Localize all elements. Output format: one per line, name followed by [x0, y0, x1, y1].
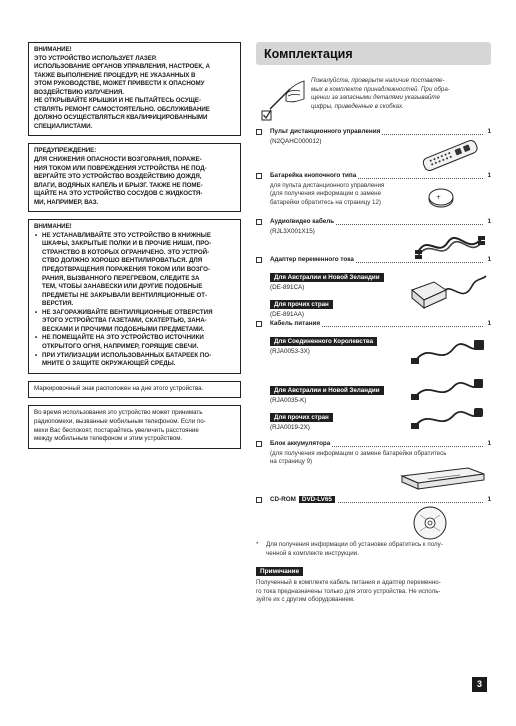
fire-warning-line: ДЛЯ СНИЖЕНИЯ ОПАСНОСТИ ВОЗГОРАНИЯ, ПОРАЖЕ- [34, 156, 202, 164]
fire-warning-line: ВЛАГИ, ВОДЯНЫХ КАПЕЛЬ И БРЫЗГ. ТАКЖЕ НЕ ПОМЕ- [34, 181, 203, 189]
warning-line: • ПРИ УТИЛИЗАЦИИ ИСПОЛЬЗОВАННЫХ БАТАРЕЕК ПО- [42, 351, 212, 359]
region-tag: Для прочих стран [270, 300, 333, 309]
warning-line: ШКАФЫ, ЗАКРЫТЫЕ ПОЛКИ И В ПРОЧИЕ НИШИ, ПРО- [42, 240, 212, 248]
item-code: (RJL3X001X15) [270, 228, 315, 235]
install-warning-item [34, 352, 235, 369]
accessory-item-cd-rom [256, 496, 491, 506]
power-cable-au-icon [410, 374, 488, 404]
item-code: (RJA0035-K) [270, 397, 307, 404]
checkbox-icon [256, 257, 262, 263]
item-sub-line: (для получения информации о замене батарейки обратитесь [270, 450, 447, 457]
item-sub-line: для пульта дистанционного управления [270, 182, 385, 189]
hand-checkmark-icon [260, 75, 306, 125]
intro-line: цифры, приведенные в скобках. [311, 102, 404, 110]
power-cable-uk-icon [410, 332, 488, 368]
item-qty: 1 [487, 496, 491, 503]
note-line: го тока предназначены только для этого устройства. Не исполь- [256, 587, 441, 595]
marking-text: Маркировочный знак расположен на дне этого устройства. [34, 384, 204, 392]
svg-text:+: + [436, 194, 442, 201]
laser-warning-title: ВНИМАНИЕ! [34, 46, 72, 53]
fire-warning-line: МИ, НАПРИМЕР, ВАЗ. [34, 198, 99, 206]
fire-warning-line: НИЯ ТОКОМ ИЛИ ПОВРЕЖДЕНИЯ УСТРОЙСТВА НЕ ПОД- [34, 164, 207, 172]
install-warning-list [34, 232, 235, 369]
model-tag: DVD-LV65 [299, 496, 335, 503]
warning-line: ПРЕДОТВРАЩЕНИЯ ПОРАЖЕНИЯ ТОКОМ ИЛИ ВОЗГО- [42, 266, 211, 274]
intro-block [256, 71, 491, 131]
item-sub-line: батарейки обратитесь на страницу 12) [270, 198, 381, 206]
marking-box [28, 381, 241, 399]
item-code: (RJA0053-3X) [270, 348, 310, 355]
laser-warning-line: ДОЛЖНО ОСУЩЕСТВЛЯТЬСЯ КВАЛИФИЦИРОВАННЫМИ [34, 114, 208, 122]
power-cable-other-icon [410, 403, 488, 433]
phone-notice-line: мехи Вас беспокоят, постарайтесь увеличить расстояние [34, 426, 199, 434]
item-qty: 1 [487, 172, 491, 179]
section-title: Комплектация [264, 47, 353, 61]
item-sub-line: (для получения информации о замене [270, 190, 382, 198]
warning-line: ЭТОГО УСТРОЙСТВА ГАЗЕТАМИ, СКАТЕРТЬЮ, ЗАНА- [42, 317, 207, 325]
remote-control-icon [418, 139, 482, 171]
ac-adaptor-icon [406, 270, 488, 314]
phone-notice-line: радиопомехи, вызванные мобильным телефоном. Если по- [34, 417, 206, 425]
laser-warning-line: ИСПОЛЬЗОВАНИЕ ОРГАНОВ УПРАВЛЕНИЯ, НАСТРОЕК, А [34, 63, 210, 71]
item-qty: 1 [487, 218, 491, 225]
laser-warning-line: ЭТОМ РУКОВОДСТВЕ, МОЖЕТ ПРИВЕСТИ К ОПАСНОМУ [34, 80, 205, 88]
warning-line: ПРЕДМЕТЫ НЕ ЗАКРЫВАЛИ ВЕНТИЛЯЦИОННЫЕ ОТ- [42, 291, 208, 299]
warning-line: • НЕ ПОМЕЩАЙТЕ НА ЭТО УСТРОЙСТВО ИСТОЧНИКИ [42, 334, 204, 342]
region-tag: Для Соединенного Королевства [270, 337, 377, 346]
button-battery-icon [426, 186, 456, 210]
item-name: Пульт дистанционного управления [270, 128, 381, 135]
warning-line: ВЕСКАМИ И ПРОЧИМИ ПОДОБНЫМИ ПРЕДМЕТАМИ. [42, 325, 205, 333]
warning-line: ВЕРСТИЯ. [42, 300, 74, 308]
cd-rom-disc-icon [412, 505, 448, 541]
item-qty: 1 [487, 320, 491, 327]
item-name: Блок аккумулятора [270, 440, 331, 447]
install-warning-item [34, 334, 235, 351]
page-number: 3 [472, 677, 487, 692]
intro-line: щении за запасными деталями указывайте [311, 94, 440, 102]
item-code: (DE-891AA) [270, 310, 304, 318]
laser-warning-box [28, 42, 241, 136]
install-warning-item [34, 309, 235, 335]
laser-warning-line: ВОЗДЕЙСТВИЮ ИЗЛУЧЕНИЯ. [34, 88, 124, 96]
note-text [256, 579, 482, 605]
warning-line: СТВО ДОЛЖНО ХОРОШО ВЕНТИЛИРОВАТЬСЯ. ДЛЯ [42, 257, 203, 265]
item-qty: 1 [487, 440, 491, 447]
intro-line: мых в комплекте принадлежностей. При обра- [311, 85, 450, 93]
laser-warning-line: НЕ ОТКРЫВАЙТЕ КРЫШКИ И НЕ ПЫТАЙТЕСЬ ОСУЩЕ- [34, 97, 201, 105]
accessory-item-battery-pack [256, 440, 491, 467]
phone-notice-line: между мобильным телефоном и этим устройством. [34, 435, 183, 443]
battery-pack-icon [398, 464, 488, 492]
item-code: (DE-891CA) [270, 284, 305, 291]
warnings-column [28, 42, 241, 456]
phone-notice-box [28, 405, 241, 449]
item-code: (RJA0019-2X) [270, 424, 310, 431]
item-name: Адаптер переменного тока [270, 256, 354, 263]
install-warning-item [34, 232, 235, 309]
phone-notice-line: Во время использования это устройство может принимать [34, 409, 203, 417]
fire-warning-title: ПРЕДУПРЕЖДЕНИЕ: [34, 147, 97, 155]
checkbox-icon [256, 219, 262, 225]
fire-warning-line: ЩАЙТЕ НА ЭТО УСТРОЙСТВО СОСУДОВ С ЖИДКОСТЯ- [34, 190, 203, 198]
item-name [270, 496, 337, 503]
warning-line: СТРАНСТВО В КОТОРЫХ ОГРАНИЧЕНО. ЭТО УСТРОЙ- [42, 248, 210, 256]
region-tag: Для прочих стран [270, 413, 333, 422]
item-name: Кабель питания [270, 320, 321, 327]
item-sub-line: на страницу 9) [270, 458, 313, 466]
warning-line: МНИТЕ О ЗАЩИТЕ ОКРУЖАЮЩЕЙ СРЕДЫ. [42, 360, 176, 368]
footnote-line: ченной в комплекте инструкции. [266, 549, 359, 557]
intro-text [311, 77, 491, 111]
checkbox-icon [256, 321, 262, 327]
install-warning-box [28, 219, 241, 373]
laser-warning-line: ТАКЖЕ ВЫПОЛНЕНИЕ ПРОЦЕДУР, НЕ УКАЗАННЫХ В [34, 71, 196, 79]
note-line: зуйте их с другим оборудованием. [256, 596, 355, 604]
region-tag: Для Австралии и Новой Зеландии [270, 386, 384, 395]
warning-line: РАНИЯ, ВЫЗВАННОГО ПЕРЕГРЕВОМ, СЛЕДИТЕ ЗА [42, 274, 200, 282]
warning-line: • НЕ УСТАНАВЛИВАЙТЕ ЭТО УСТРОЙСТВО В КНИЖНЫЕ [42, 231, 211, 239]
item-qty: 1 [487, 128, 491, 135]
accessories-column [256, 42, 491, 131]
item-code: (N2QAHC000012) [270, 138, 322, 145]
footnote-mark: * [256, 541, 259, 548]
note-label: Примечание [256, 567, 303, 576]
checkbox-icon [256, 441, 262, 447]
intro-line: Пожалуйста, проверьте наличие поставляе- [311, 77, 445, 84]
laser-warning-line: СПЕЦИАЛИСТАМИ. [34, 122, 93, 130]
checkbox-icon [256, 173, 262, 179]
checkbox-icon [256, 497, 262, 503]
laser-warning-line: СТВЛЯТЬ РЕМОНТ САМОСТОЯТЕЛЬНО. ОБСЛУЖИВАНИЕ [34, 105, 210, 113]
region-tag: Для Австралии и Новой Зеландии [270, 273, 384, 282]
item-qty: 1 [487, 256, 491, 263]
warning-line: ОТКРЫТОГО ОГНЯ, НАПРИМЕР, ГОРЯЩИЕ СВЕЧИ. [42, 342, 199, 350]
fire-warning-line: ВЕРГАЙТЕ ЭТО УСТРОЙСТВО ВОЗДЕЙСТВИЮ ДОЖДЯ, [34, 173, 202, 181]
section-title-bar [256, 42, 491, 65]
warning-line: ТЕМ, ЧТОБЫ ЗАНАВЕСКИ ИЛИ ДРУГИЕ ПОДОБНЫЕ [42, 283, 203, 291]
fire-warning-box [28, 143, 241, 212]
footnote [256, 541, 476, 558]
note-line: Полученный в комплекте кабель питания и адаптер переменно- [256, 579, 441, 586]
checkbox-icon [256, 129, 262, 135]
item-name-text: CD-ROM [270, 496, 296, 503]
item-name: Аудио/видео кабель [270, 218, 335, 225]
footnote-line: Для получения информации об установке обратитесь к полу- [266, 541, 443, 548]
item-name: Батарейка кнопочного типа [270, 172, 357, 179]
laser-warning-line: ЭТО УСТРОЙСТВО ИСПОЛЬЗУЕТ ЛАЗЕР. [34, 54, 157, 62]
install-warning-title: ВНИМАНИЕ! [34, 223, 72, 231]
warning-line: • НЕ ЗАГОРАЖИВАЙТЕ ВЕНТИЛЯЦИОННЫЕ ОТВЕРСТИЯ [42, 308, 213, 316]
